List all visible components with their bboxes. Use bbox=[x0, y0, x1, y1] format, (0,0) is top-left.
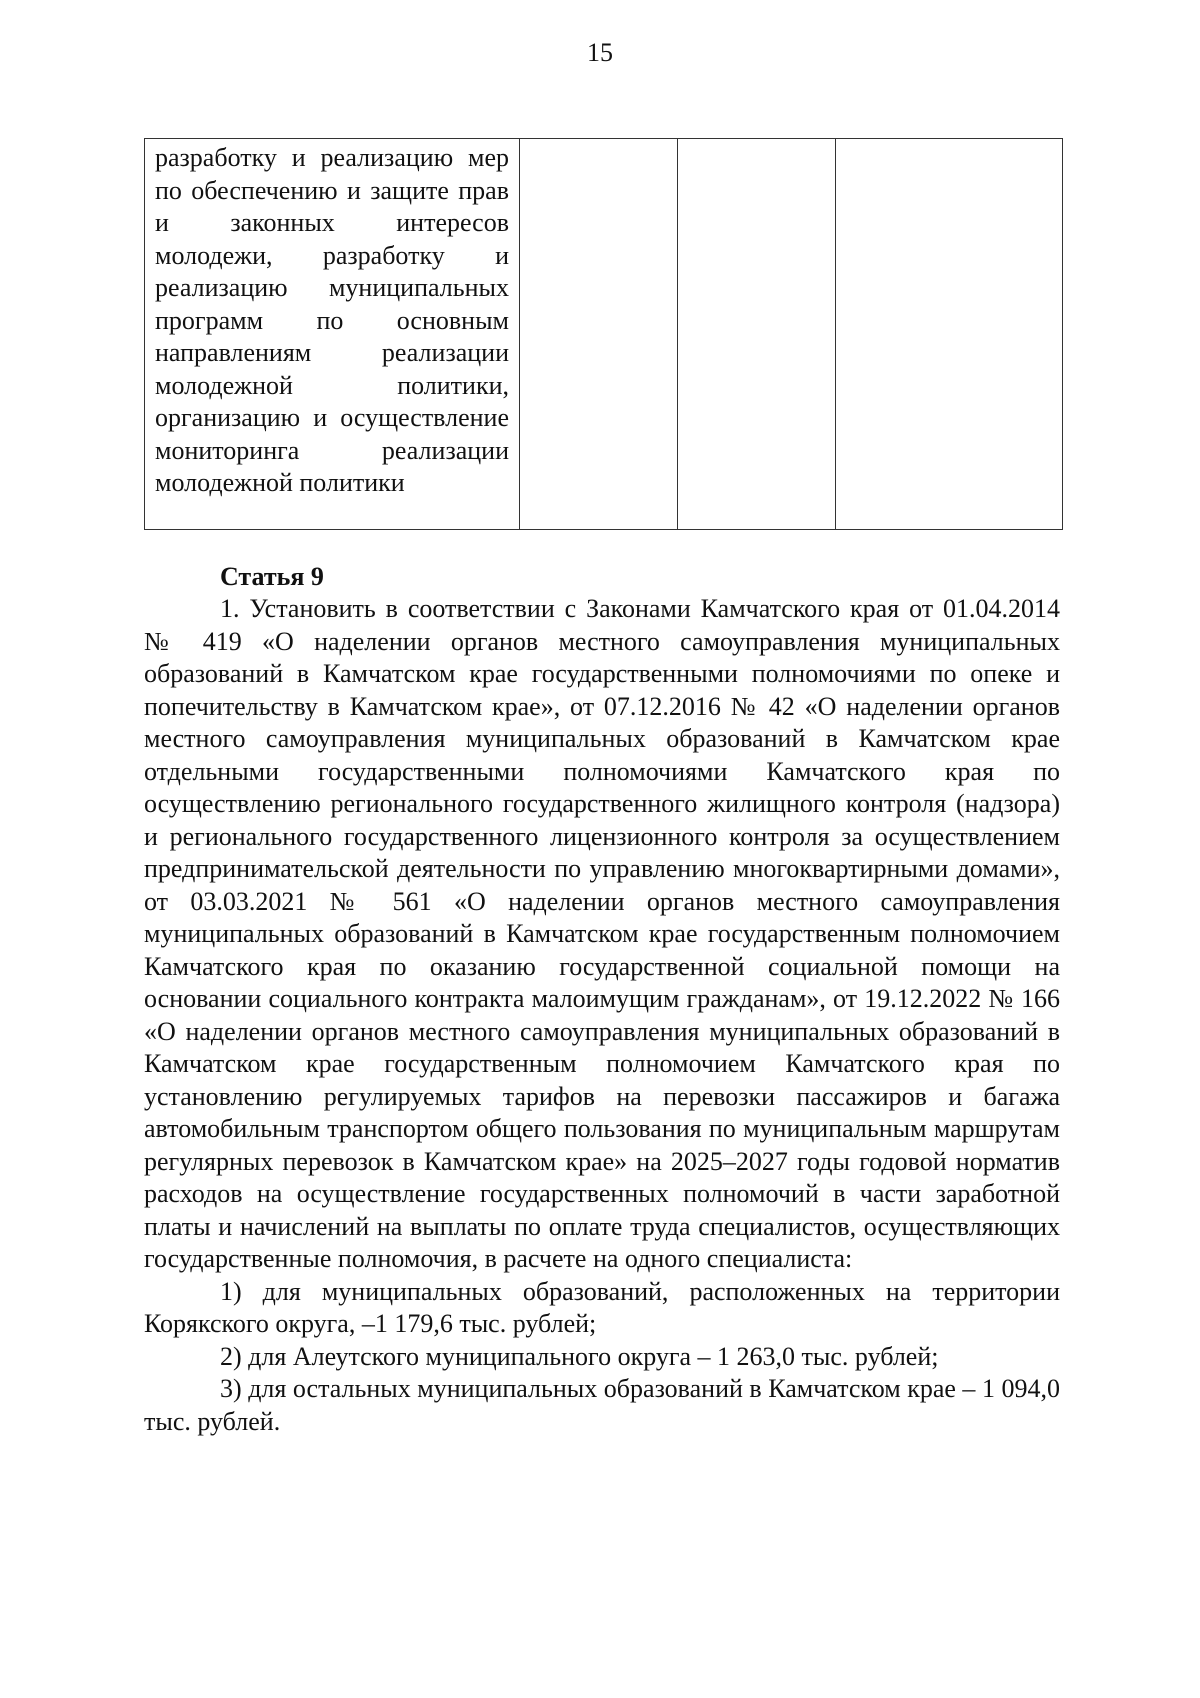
article-paragraph: 1) для муниципальных образований, расположенных на территории Корякского округа, –1 179,6 тыс. рублей; bbox=[144, 1276, 1060, 1338]
table-cell-empty bbox=[678, 139, 836, 530]
table-cell-empty bbox=[836, 139, 1063, 530]
article-paragraph: 3) для остальных муниципальных образований в Камчатском крае – 1 094,0 тыс. рублей. bbox=[144, 1374, 1060, 1436]
article-9 bbox=[144, 560, 1060, 1438]
table-cell-text: разработку и реализацию мер по обеспечению и защите прав и законных интересов молодежи, разработку и реализацию муниципальных программ по основным направлениям реализации молодежной политики, организацию и осуществление мониторинга реализации молодежной политики bbox=[155, 143, 509, 497]
page-number: 15 bbox=[587, 38, 613, 67]
article-paragraph: 1. Установить в соответствии с Законами Камчатского края от 01.04.2014 № 419 «О наделении органов местного самоуправления муниципальных образований в Камчатском крае государственными полномочиями по опеке и попечительству в Камчатском крае», от 07.12.2016 № 42 «О наделении органов местного самоуправления муниципальных образований в Камчатском крае отдельными государственными полномочиями Камчатского края по осуществлению регионального государственного жилищного контроля (надзора) и регионального государственного лицензионного контроля за осуществлением предпринимательской деятельности по управлению многоквартирными домами», от 03.03.2021 № 561 «О наделении органов местного самоуправления муниципальных образований в Камчатском крае государственным полномочием Камчатского края по оказанию государственной социальной помощи на основании социального контракта малоимущим гражданам», от 19.12.2022 № 166 «О наделении органов местного самоуправления муниципальных образований в Камчатском крае государственным полномочием Камчатского края по установлению регулируемых тарифов на перевозки пассажиров и багажа автомобильным транспортом общего пользования по муниципальным маршрутам регулярных перевозок в Камчатском крае» на 2025–2027 годы годовой норматив расходов на осуществление государственных полномочий в части заработной платы и начислений на выплаты по оплате труда специалистов, осуществляющих государственные полномочия, в расчете на одного специалиста: bbox=[144, 594, 1060, 1273]
table-cell-description bbox=[145, 139, 520, 530]
continuation-table bbox=[144, 138, 1063, 530]
table-row bbox=[145, 139, 1063, 530]
article-paragraph: 2) для Алеутского муниципального округа – 1 263,0 тыс. рублей; bbox=[220, 1341, 939, 1371]
article-title: Статья 9 bbox=[220, 562, 324, 591]
table-cell-empty bbox=[520, 139, 678, 530]
